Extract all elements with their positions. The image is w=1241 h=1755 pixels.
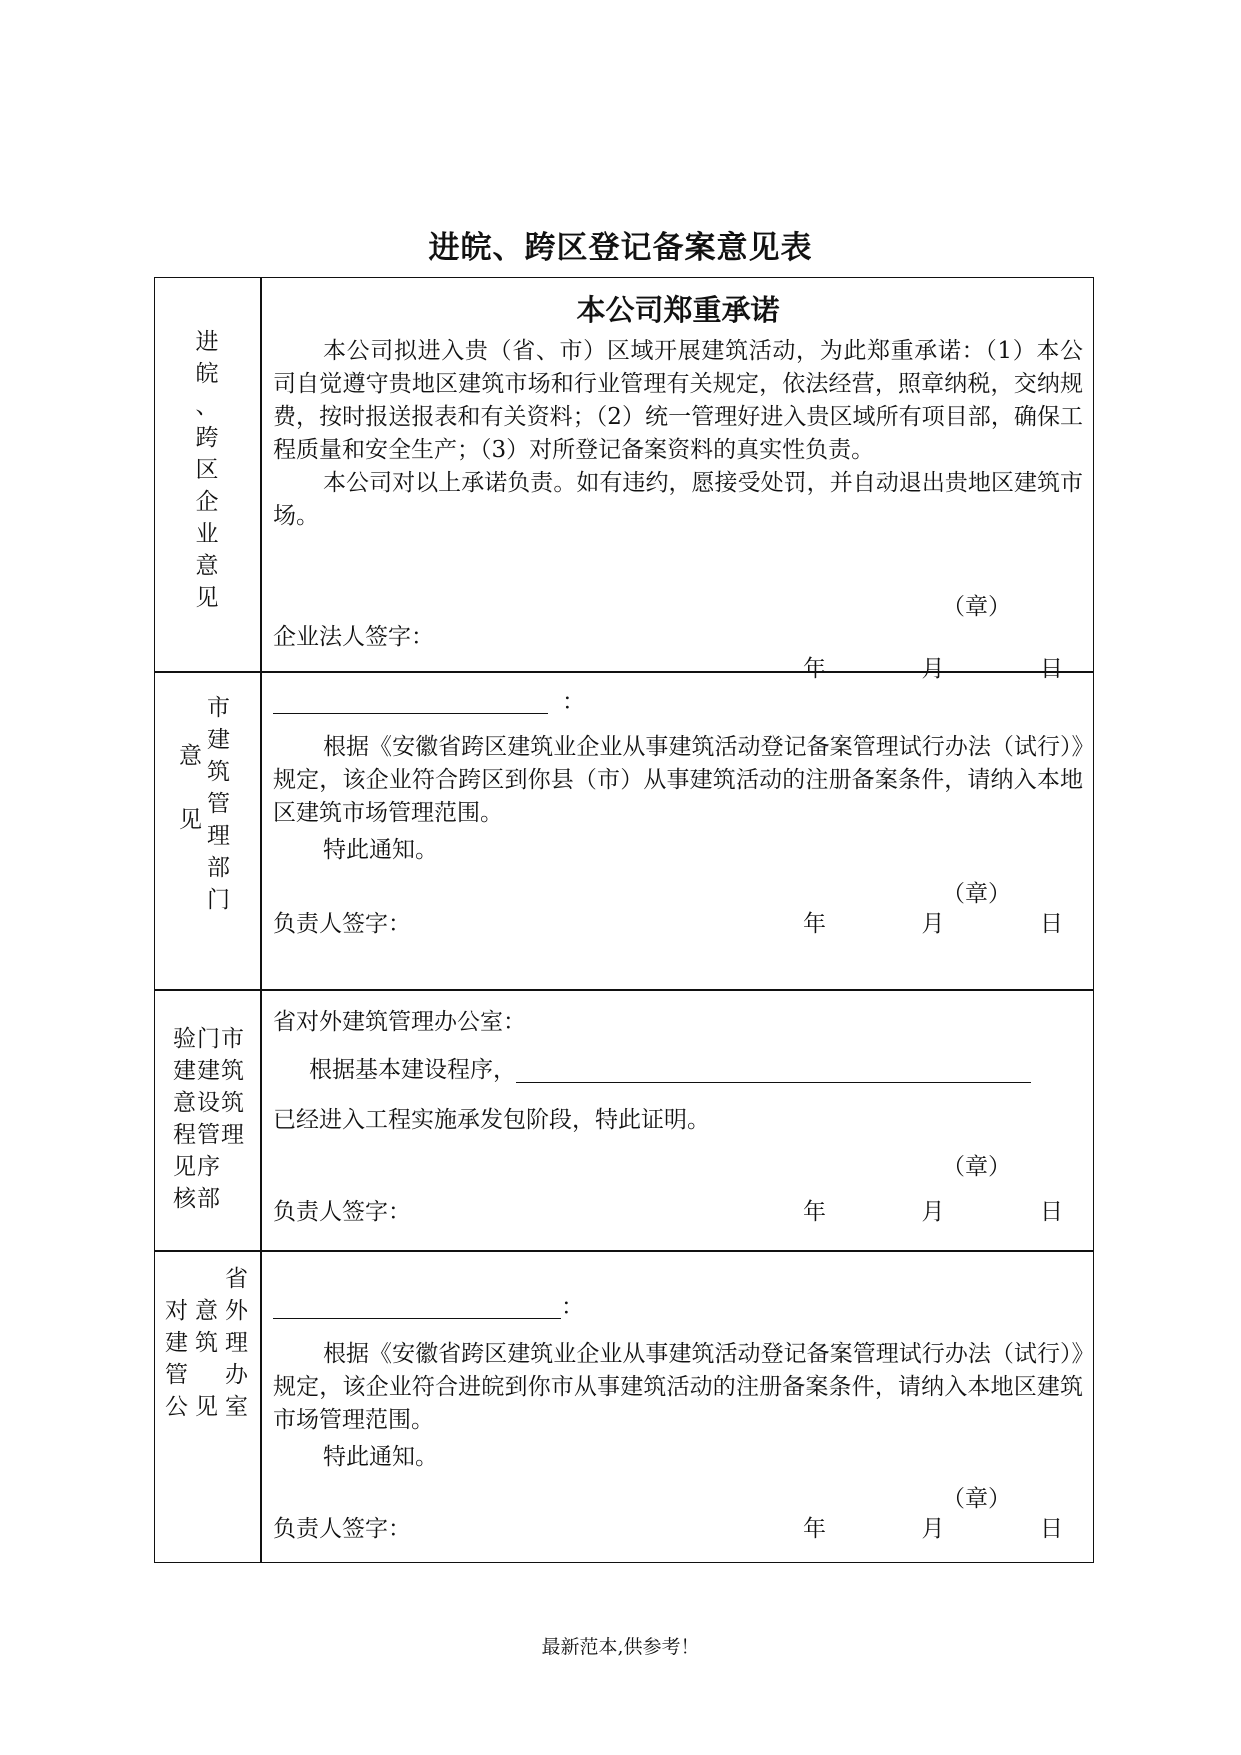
side-column bbox=[197, 1023, 220, 1215]
pledge-heading: 本公司郑重承诺 bbox=[576, 293, 780, 327]
signature-label: 负责人签字： bbox=[273, 1516, 411, 1542]
side-char: 建 bbox=[173, 1058, 196, 1084]
side-column bbox=[195, 1295, 218, 1423]
side-char: 公 bbox=[165, 1394, 188, 1420]
side-char: 建 bbox=[207, 727, 230, 753]
side-char: 跨 bbox=[195, 425, 219, 451]
side-char: 省 bbox=[225, 1266, 248, 1292]
side-char: 理 bbox=[221, 1122, 244, 1148]
side-char: 理 bbox=[225, 1330, 248, 1356]
side-char: 部 bbox=[197, 1186, 220, 1212]
addressee-line bbox=[273, 1288, 584, 1321]
sec3-content bbox=[273, 1003, 1083, 1243]
side-char: 意 bbox=[173, 1090, 196, 1116]
side-char: 意 bbox=[195, 553, 219, 579]
side-char: 门 bbox=[207, 887, 230, 913]
side-char: 管 bbox=[165, 1362, 188, 1388]
side-char: 建 bbox=[197, 1058, 220, 1084]
side-char: 见 bbox=[195, 1394, 218, 1420]
month-label: 月 bbox=[921, 656, 945, 682]
side-column bbox=[179, 740, 202, 836]
procedure-label: 根据基本建设程序， bbox=[309, 1057, 516, 1083]
side-char: 理 bbox=[207, 823, 230, 849]
month-label: 月 bbox=[921, 911, 945, 937]
signature-label: 企业法人签字： bbox=[273, 624, 434, 650]
sec1-side-label bbox=[187, 326, 227, 614]
side-char: 区 bbox=[195, 457, 219, 483]
year-label: 年 bbox=[803, 656, 826, 682]
side-char: 部 bbox=[207, 855, 230, 881]
day-label: 日 bbox=[1040, 1199, 1063, 1225]
notice-paragraph: 根据《安徽省跨区建筑业企业从事建筑活动登记备案管理试行办法（试行）》规定，该企业符合跨区到你县（市）从事建筑活动的注册备案条件，请纳入本地区建筑市场管理范围。 bbox=[273, 734, 1083, 826]
sec2-side-label bbox=[179, 695, 249, 968]
certify-line: 已经进入工程实施承发包阶段，特此证明。 bbox=[273, 1107, 710, 1133]
notice-closing: 特此通知。 bbox=[323, 837, 438, 863]
side-char: 室 bbox=[225, 1394, 248, 1420]
sec4-content bbox=[273, 1288, 1083, 1558]
addressee: 省对外建筑管理办公室： bbox=[273, 1009, 526, 1035]
seal-label: （章） bbox=[942, 1154, 1011, 1180]
side-char: 市 bbox=[207, 695, 230, 721]
side-column bbox=[221, 1023, 244, 1151]
row-divider-3 bbox=[155, 1250, 1093, 1252]
side-char: 见 bbox=[173, 1154, 196, 1180]
side-char: 序 bbox=[197, 1154, 220, 1180]
row-divider-2 bbox=[155, 989, 1093, 991]
side-char: 见 bbox=[179, 807, 202, 833]
addressee-blank[interactable] bbox=[273, 1298, 561, 1319]
procedure-blank[interactable] bbox=[516, 1060, 1031, 1083]
side-char: 筑 bbox=[221, 1058, 244, 1084]
year-label: 年 bbox=[803, 911, 826, 937]
footer-note: 最新范本,供参考！ bbox=[541, 1636, 700, 1658]
day-label: 日 bbox=[1040, 656, 1063, 682]
seal-label: （章） bbox=[942, 594, 1011, 620]
side-char: 市 bbox=[221, 1026, 244, 1052]
addressee-line bbox=[273, 683, 585, 716]
colon: ： bbox=[562, 689, 585, 715]
day-label: 日 bbox=[1040, 911, 1063, 937]
side-char: 管 bbox=[207, 791, 230, 817]
year-label: 年 bbox=[803, 1516, 826, 1542]
notice-closing: 特此通知。 bbox=[323, 1444, 438, 1470]
form-table bbox=[154, 277, 1094, 1563]
signature-label: 负责人签字： bbox=[273, 1199, 411, 1225]
date-row bbox=[803, 1510, 1063, 1543]
side-char: 筑 bbox=[221, 1090, 244, 1116]
side-char: 验 bbox=[173, 1026, 196, 1052]
pledge-paragraph: 本公司拟进入贵（省、市）区域开展建筑活动，为此郑重承诺：（1）本公司自觉遵守贵地区建筑市场和行业管理有关规定，依法经营，照章纳税，交纳规费，按时报送报表和有关资料；（2）统一管理好进入贵区域所有项目部，确保工程质量和安全生产；（3）对所登记备案资料的真实性负责。 bbox=[273, 338, 1083, 463]
side-char: 对 bbox=[165, 1298, 188, 1324]
side-char: 筑 bbox=[195, 1330, 218, 1356]
side-column bbox=[173, 1023, 196, 1215]
notice-paragraph: 根据《安徽省跨区建筑业企业从事建筑活动登记备案管理试行办法（试行）》规定，该企业符合进皖到你市从事建筑活动的注册备案条件，请纳入本地区建筑市场管理范围。 bbox=[273, 1341, 1083, 1433]
side-char: 门 bbox=[197, 1026, 220, 1052]
addressee-blank[interactable] bbox=[273, 693, 548, 714]
side-char: 意 bbox=[195, 1298, 218, 1324]
side-char: 办 bbox=[225, 1362, 248, 1388]
date-row bbox=[803, 1193, 1063, 1226]
side-char: 核 bbox=[173, 1186, 196, 1212]
date-row bbox=[803, 905, 1063, 938]
sec4-side-label bbox=[165, 1263, 257, 1463]
side-char: 企 bbox=[195, 489, 219, 515]
sec1-content bbox=[273, 288, 1083, 682]
side-char: 程 bbox=[173, 1122, 196, 1148]
side-char: 设 bbox=[197, 1090, 220, 1116]
procedure-line bbox=[309, 1051, 1031, 1084]
side-column bbox=[225, 1263, 248, 1423]
sec3-side-label bbox=[173, 1023, 257, 1223]
side-char: 建 bbox=[165, 1330, 188, 1356]
side-char: 皖 bbox=[195, 361, 219, 387]
day-label: 日 bbox=[1040, 1516, 1063, 1542]
side-char: 见 bbox=[195, 585, 219, 611]
side-char: 、 bbox=[195, 393, 219, 419]
side-char: 筑 bbox=[207, 759, 230, 785]
year-label: 年 bbox=[803, 1199, 826, 1225]
side-column bbox=[207, 692, 230, 916]
signature-label: 负责人签字： bbox=[273, 911, 411, 937]
side-char: 意 bbox=[179, 743, 202, 769]
side-char: 管 bbox=[197, 1122, 220, 1148]
sec2-content bbox=[273, 683, 1083, 983]
seal-label: （章） bbox=[942, 1486, 1011, 1512]
colon: ： bbox=[561, 1294, 584, 1320]
side-column bbox=[165, 1295, 188, 1423]
month-label: 月 bbox=[921, 1199, 945, 1225]
column-divider bbox=[260, 278, 262, 1562]
side-char: 业 bbox=[195, 521, 219, 547]
form-title: 进皖、跨区登记备案意见表 bbox=[428, 230, 813, 266]
side-char: 进 bbox=[195, 329, 219, 355]
seal-label: （章） bbox=[942, 881, 1011, 907]
month-label: 月 bbox=[921, 1516, 945, 1542]
date-row bbox=[803, 650, 1063, 683]
side-char: 外 bbox=[225, 1298, 248, 1324]
pledge-paragraph-2: 本公司对以上承诺负责。如有违约，愿接受处罚，并自动退出贵地区建筑市场。 bbox=[273, 470, 1083, 529]
